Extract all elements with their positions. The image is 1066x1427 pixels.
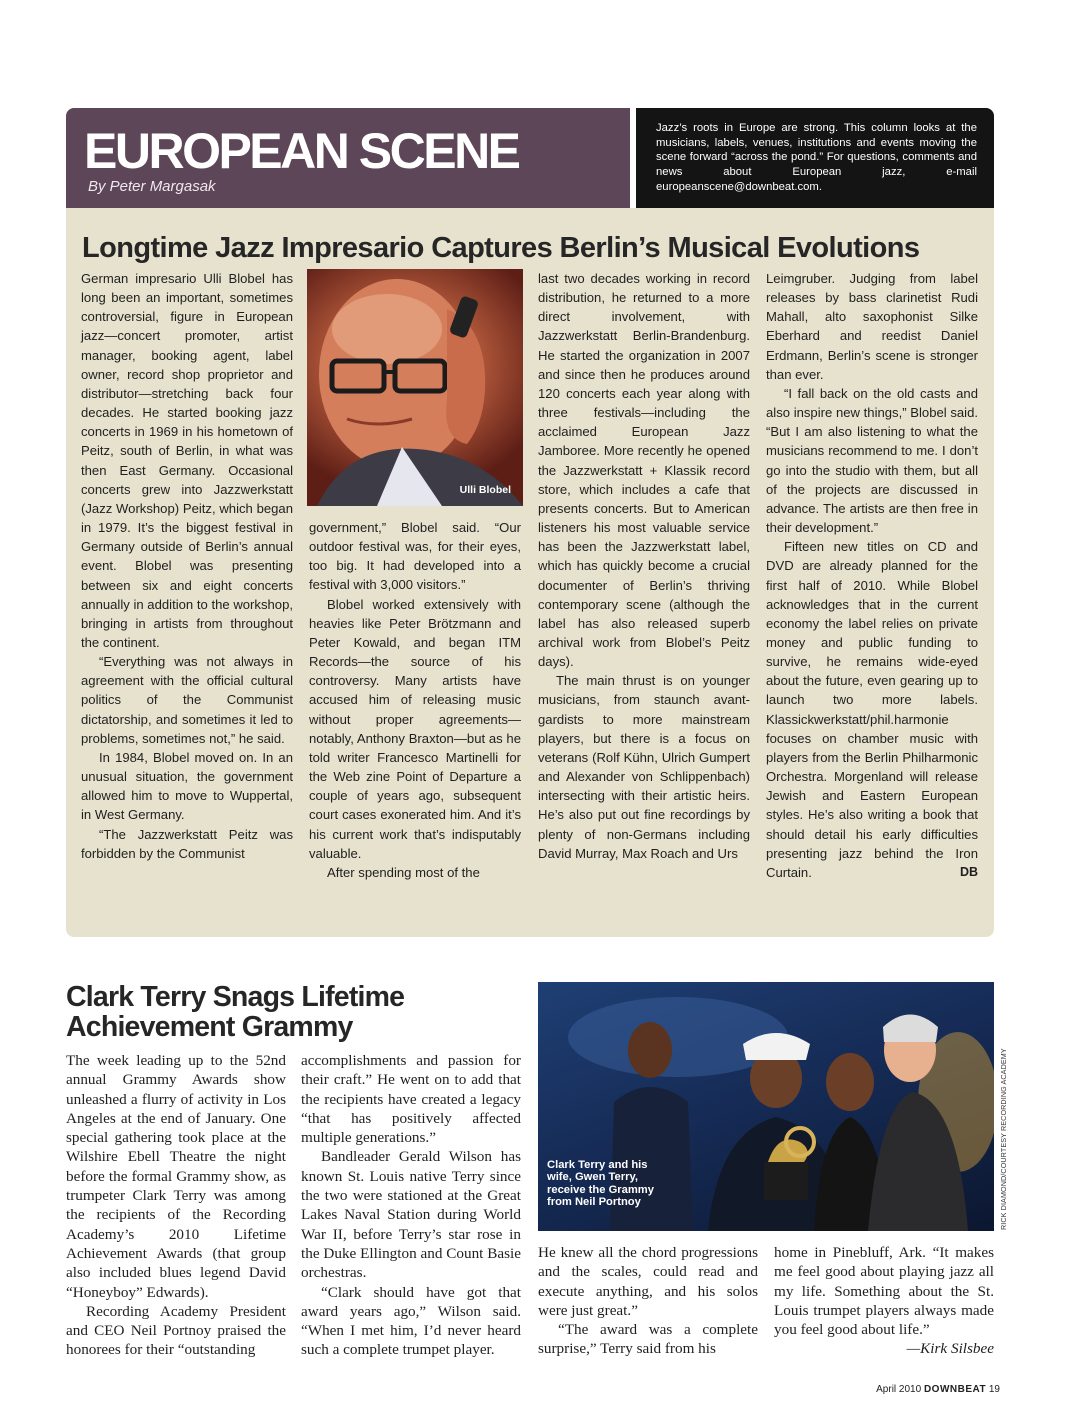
section-title: EUROPEAN SCENE xyxy=(84,123,519,179)
column-intro: Jazz’s roots in Europe are strong. This column looks at the musicians, labels, venues, institutions and events moving the scene forward “across the pond.” For questions, comments and news about European jazz, e-mail europeanscene@downbeat.com. xyxy=(656,122,977,193)
paragraph: Blobel worked extensively with heavies like Peter Brötzmann and Peter Kowald, and began ITM Records—the source of his controversy. Many artists have accused him of releasing music without proper agreements—notably, Anthony Braxton—but as he told writer Francesco Martinelli for the Web zine Point of Departure a couple of years ago, subsequent court cases exonerated him. And it’s his current work that’s indisputably valuable. xyxy=(309,596,521,861)
paragraph: Recording Academy President and CEO Neil Portnoy praised the honorees for their “outstanding xyxy=(66,1302,286,1359)
paragraph: In 1984, Blobel moved on. In an unusual situation, the government allowed him to move to Wuppertal, in West Germany. xyxy=(81,749,293,823)
article-headline: Longtime Jazz Impresario Captures Berlin’s Musical Evolutions xyxy=(82,232,920,264)
paragraph: government,” Blobel said. “Our outdoor festival was, for their eyes, too big. It had developed into a festival with 3,000 visitors.” xyxy=(309,520,521,593)
byline: By Peter Margasak xyxy=(88,178,216,195)
paragraph: home in Pinebluff, Ark. “It makes me feel good about playing jazz all my life. Something about the St. Louis trumpet players always made you feel good about life.” xyxy=(774,1244,994,1339)
paragraph: last two decades working in record distribution, he returned to a more direct involvement, with Jazzwerkstatt Berlin-Brandenburg. He started the organization in 2007 and since then he produces around 120 concerts each year along with three festivals—including the acclaimed European Jazz Jamboree. More recently he opened the Jazzwerkstatt + Klassik record store, which includes a cafe that presents concerts. But to American listeners his most valuable service has been the Jazzwerkstatt label, which has quickly become a crucial documenter of Berlin’s thriving contemporary scene (although the label has also released superb archival work from Blobel’s Peitz days). xyxy=(538,271,750,670)
portrait-photo xyxy=(307,269,523,506)
article-column-2 xyxy=(301,1051,521,1360)
article-column-1 xyxy=(81,269,293,863)
paragraph: “Clark should have got that award years ago,” Wilson said. “When I met him, I’d never heard such a complete trumpet player. xyxy=(301,1283,521,1359)
column-intro-box xyxy=(636,108,994,208)
issue-date: April 2010 xyxy=(876,1384,922,1395)
article-headline: Clark Terry Snags Lifetime Achievement Grammy xyxy=(66,981,405,1043)
article-column-4 xyxy=(766,269,978,882)
paragraph: Bandleader Gerald Wilson has known St. Louis native Terry since the two were stationed at the Great Lakes Naval Station during World War II, before Terry’s star rose in the Duke Ellington and Count Basie orchestras. xyxy=(301,1148,521,1282)
paragraph: “The award was a complete surprise,” Terry said from his xyxy=(538,1321,758,1358)
portrait-illustration xyxy=(307,269,523,506)
paragraph-with-end-mark xyxy=(766,537,978,882)
european-scene-article xyxy=(66,208,994,937)
paragraph: Leimgruber. Judging from label releases by bass clarinetist Rudi Mahall, alto saxophonist Silke Eberhard and reedist Daniel Erdmann, Berlin’s scene is stronger than ever. xyxy=(766,271,978,382)
paragraph: Fifteen new titles on CD and DVD are already planned for the first half of 2010. While Blobel acknowledges that in the current economy the label relies on private money and public funding to survive, he remains wide-eyed about the future, even gearing up to launch two more labels. Klassickwerkstatt/phil.harmonie focuses on chamber music with players from the Berlin Philharmonic Orchestra. Morgenland will release Jewish and Eastern European styles. He’s also writing a book that should detail his early difficulties presenting jazz behind the Iron Curtain. xyxy=(766,539,978,880)
paragraph: “The Jazzwerkstatt Peitz was forbidden by the Communist xyxy=(81,826,293,861)
article-column-4 xyxy=(774,1243,994,1359)
paragraph: After spending most of the xyxy=(327,864,480,880)
paragraph: German impresario Ulli Blobel has long been an important, sometimes controversial, figure in European jazz—concert promoter, artist manager, booking agent, label owner, record shop proprietor and distributor—stretching back four decades. He started booking jazz concerts in 1969 in his hometown of Peitz, south of Berlin, in what was then East Germany. Occasional concerts grew into Jazzwerkstatt (Jazz Workshop) Peitz, which began in 1979. It’s the biggest festival in Germany outside of Berlin’s annual event. Blobel was presenting between six and eight concerts annually in addition to the workshop, bringing in artists from throughout the continent. xyxy=(81,271,293,650)
photo-credit: RICK DIAMOND/COURTESY RECORDING ACADEMY xyxy=(999,1048,1008,1230)
end-mark: DB xyxy=(959,864,978,879)
paragraph: The main thrust is on younger musicians, from staunch avant-gardists to more mainstream players, but there is a focus on veterans (Rolf Kühn, Ulrich Gumpert and Alexander von Schlippenbach) intersecting with their artistic heirs. He’s also put out fine recordings by plenty of non-Germans including David Murray, Max Roach and Urs xyxy=(538,673,750,861)
column-header xyxy=(66,108,630,208)
page-footer xyxy=(876,1384,1000,1395)
article-column-2 xyxy=(309,518,521,882)
paragraph: “Everything was not always in agreement with the official cultural politics of the Communist dictatorship, and sometimes it led to problems, sometimes not,” he said. xyxy=(81,654,293,746)
article-column-1 xyxy=(66,1051,286,1360)
photo-caption: Clark Terry and his wife, Gwen Terry, receive the Grammy from Neil Portnoy xyxy=(547,1159,654,1208)
paragraph: He knew all the chord progressions and the scales, could read and execute anything, and his solos were just great.” xyxy=(538,1244,758,1319)
page-number: 19 xyxy=(988,1384,1000,1395)
article-column-3 xyxy=(538,269,750,863)
paragraph: “I fall back on the old casts and also inspire new things,” Blobel said. “But I am also listening to what the musicians recommend to me. I don’t go into the studio with them, but all of the projects are discussed in advance. The artists are then free in their development.” xyxy=(766,385,978,536)
paragraph: The week leading up to the 52nd annual Grammy Awards show unleashed a flurry of activity in Los Angeles at the end of January. One special gathering took place at the Wilshire Ebell Theatre the night before the formal Grammy show, as trumpeter Clark Terry was among the recipients of the Recording Academy’s 2010 Lifetime Achievement Awards (that group also included blues legend David “Honeyboy” Edwards). xyxy=(66,1052,286,1301)
grammy-photo xyxy=(538,982,994,1231)
author-credit: —Kirk Silsbee xyxy=(906,1340,994,1358)
photo-caption: Ulli Blobel xyxy=(459,484,511,496)
article-column-3 xyxy=(538,1243,758,1359)
paragraph: accomplishments and passion for their craft.” He went on to add that the recipients have created a legacy “that has positively affected multiple generations.” xyxy=(301,1052,521,1147)
magazine-name: DOWNBEAT xyxy=(923,1384,987,1395)
